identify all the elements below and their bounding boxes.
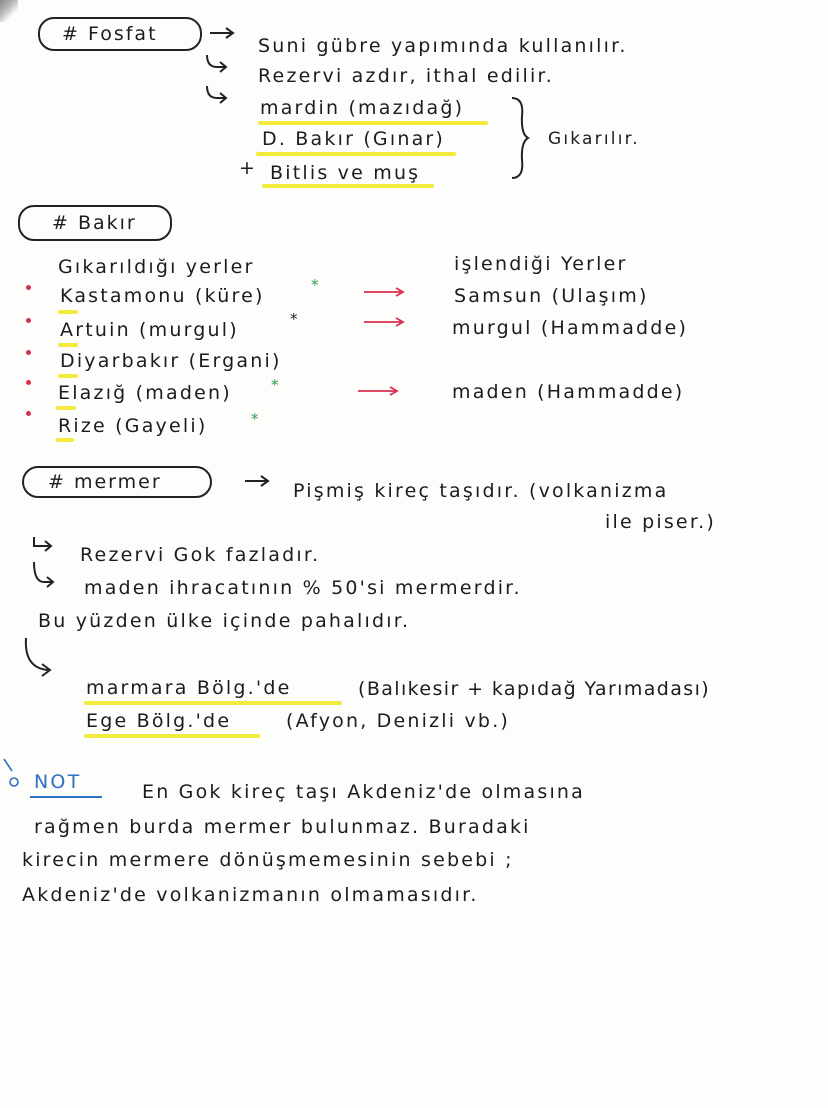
bakir-row-1-right: Samsun (Ulaşım)	[454, 285, 649, 307]
mermer-heading: # mermer	[48, 471, 162, 493]
pin-icon	[0, 757, 22, 791]
mermer-line-3: maden ihracatının % 50'si mermerdir.	[84, 577, 522, 599]
right-arrow-icon	[208, 26, 238, 40]
star-icon: *	[251, 410, 259, 428]
not-line-2: rağmen burda mermer bulunmaz. Buradaki	[34, 816, 531, 838]
highlight-mark	[56, 438, 74, 442]
mermer-heading-box	[22, 466, 212, 498]
mermer-region-1: marmara Bölg.'de	[86, 677, 292, 699]
highlight-mark	[84, 734, 260, 738]
mermer-region-1-detail: (Balıkesir + kapıdağ Yarımadası)	[358, 678, 711, 700]
fosfat-line-2: Rezervi azdır, ithal edilir.	[258, 65, 554, 87]
red-arrow-icon	[356, 385, 402, 397]
not-line-1: En Gok kireç taşı Akdeniz'de olmasına	[142, 781, 586, 803]
hook-arrow-icon	[203, 84, 229, 106]
hook-arrow-icon	[30, 535, 56, 555]
highlight-mark	[58, 374, 78, 378]
not-label: NOT	[34, 771, 82, 793]
red-arrow-icon	[362, 316, 408, 328]
bakir-row-4-left: Elazığ (maden)	[58, 382, 232, 404]
highlight-mark	[56, 406, 76, 410]
star-icon: *	[271, 376, 279, 394]
bullet-dot	[26, 350, 31, 355]
fosfat-place-2: D. Bakır (Gınar)	[262, 128, 446, 150]
fosfat-heading-box	[38, 17, 202, 51]
mermer-line-2: Rezervi Gok fazladır.	[80, 544, 321, 566]
not-underline	[30, 796, 102, 798]
highlight-mark	[256, 152, 456, 156]
mermer-line-4: Bu yüzden ülke içinde pahalıdır.	[38, 610, 411, 632]
fosfat-plus: +	[239, 157, 258, 179]
highlight-mark	[258, 121, 488, 125]
bakir-row-3-left: Diyarbakır (Ergani)	[60, 350, 282, 372]
highlight-mark	[58, 343, 78, 347]
fosfat-place-1: mardin (mazıdağ)	[260, 97, 465, 119]
bakir-heading-box	[18, 205, 172, 241]
mermer-region-2-detail: (Afyon, Denizli vb.)	[286, 710, 511, 732]
bakir-row-2-left: Artuin (murgul)	[60, 319, 239, 341]
fosfat-heading: # Fosfat	[62, 23, 158, 45]
hook-arrow-icon	[30, 560, 56, 590]
bakir-row-2-right: murgul (Hammadde)	[452, 317, 689, 339]
page-corner-fold	[0, 0, 18, 22]
star-icon: *	[290, 310, 298, 328]
bullet-dot	[26, 380, 31, 385]
fosfat-place-3: Bitlis ve muş	[270, 162, 421, 184]
not-line-3: kirecin mermere dönüşmemesinin sebebi ;	[22, 849, 514, 871]
bakir-left-header: Gıkarıldığı yerler	[58, 256, 255, 278]
mermer-line-1: Pişmiş kireç taşıdır. (volkanizma	[293, 480, 669, 502]
bakir-row-4-right: maden (Hammadde)	[452, 381, 685, 403]
fosfat-bracket-note: Gıkarılır.	[548, 129, 640, 149]
bullet-dot	[26, 411, 31, 416]
right-arrow-icon	[243, 474, 273, 488]
curly-brace	[508, 96, 532, 180]
highlight-mark	[84, 701, 342, 705]
highlight-mark	[262, 184, 434, 188]
bullet-dot	[26, 285, 31, 290]
highlight-mark	[58, 310, 78, 314]
bakir-heading: # Bakır	[52, 212, 137, 234]
fosfat-line-1: Suni gübre yapımında kullanılır.	[258, 35, 628, 57]
mermer-line-1b: ile piser.)	[605, 511, 716, 533]
bakir-row-1-left: Kastamonu (küre)	[60, 285, 265, 307]
hook-arrow-icon	[203, 53, 229, 75]
bakir-row-5-left: Rize (Gayeli)	[58, 415, 208, 437]
star-icon: *	[311, 276, 319, 294]
bakir-right-header: işlendiği Yerler	[454, 253, 628, 275]
red-arrow-icon	[362, 286, 408, 298]
not-line-4: Akdeniz'de volkanizmanın olmamasıdır.	[22, 884, 479, 906]
bullet-dot	[26, 318, 31, 323]
mermer-region-2: Ege Bölg.'de	[86, 710, 232, 732]
curve-arrow-icon	[22, 636, 58, 680]
